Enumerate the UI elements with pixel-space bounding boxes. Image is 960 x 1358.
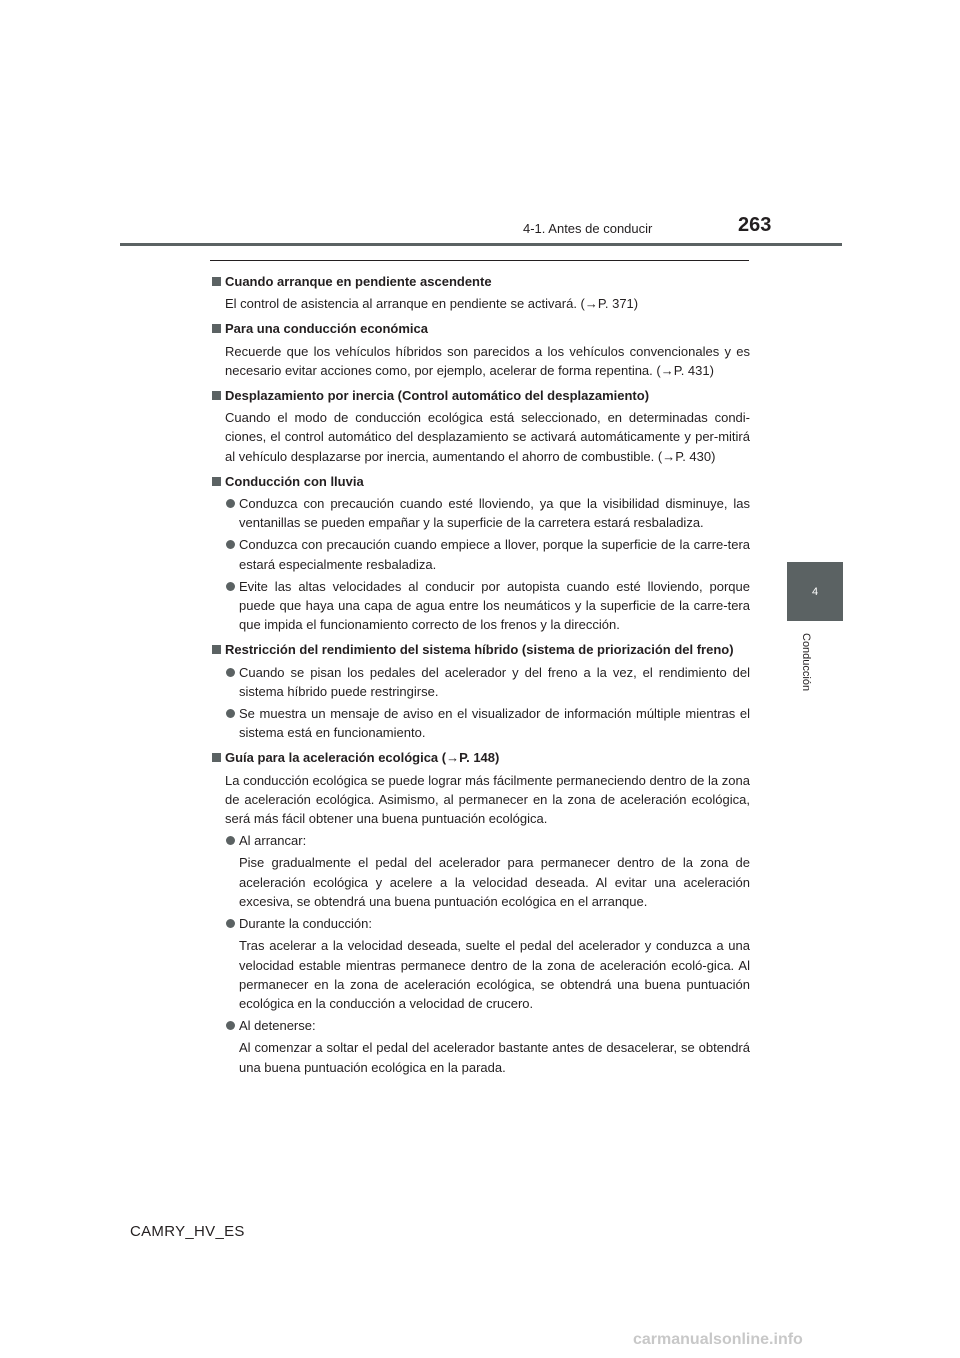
section-paragraph: Cuando el modo de conducción ecológica está seleccionado, en determinadas condi-ciones, el control automático del desplazamiento se activará automáticamente y per-mitirá al vehículo desplazarse por inercia, aumentando el ahorro de combustible. (→P. 430) — [225, 410, 750, 464]
section-rain-driving — [211, 472, 750, 635]
main-content — [211, 266, 750, 1077]
section-heading: Restricción del rendimiento del sistema híbrido (sistema de priorización del freno) — [211, 640, 750, 659]
section-heading: Guía para la aceleración ecológica (→P. 148) — [211, 748, 750, 767]
section-paragraph: Recuerde que los vehículos híbridos son parecidos a los vehículos convencionales y es necesario evitar acciones como, por ejemplo, acelerar de forma repentina. (→P. 431) — [225, 343, 750, 378]
header-rule — [120, 243, 842, 246]
bullet-item-label: Al arrancar: — [211, 831, 750, 850]
bullet-item-label: Al detenerse: — [211, 1016, 750, 1035]
bullet-item-text: Tras acelerar a la velocidad deseada, suelte el pedal del acelerador y conduzca a una velocidad estable mientras permanece dentro de la zona de aceleración ecoló-gica. Al permanecer en la zona de aceleración ecológica, se obtendrá una buena puntuación ecológica en la conducción a velocidad de crucero. — [239, 938, 750, 1011]
bullet-item-text: Pise gradualmente el pedal del acelerador para permanecer dentro de la zona de aceleración ecológica y acelere a la velocidad deseada. Al evitar una aceleración excesiva, se obtendrá una buena puntuación ecológica en el arranque. — [239, 855, 750, 909]
section-heading: Para una conducción económica — [211, 319, 750, 338]
section-hybrid-restriction — [211, 640, 750, 742]
page-number: 263 — [738, 214, 772, 236]
chapter-number: 4 — [811, 585, 819, 598]
section-eco-acceleration — [211, 748, 750, 1076]
bullet-item: Evite las altas velocidades al conducir por autopista cuando esté lloviendo, porque puede que haya una capa de agua entre los neumáticos y la superficie de la carre-tera que impida el funcionamiento correcto de los frenos y la dirección. — [211, 577, 750, 635]
section-coasting — [211, 386, 750, 466]
chapter-tab — [787, 562, 843, 621]
bullet-item-text: Al comenzar a soltar el pedal del acelerador bastante antes de desacelerar, se obtendrá una buena puntuación ecológica en la parada. — [239, 1040, 750, 1075]
bullet-item: Conduzca con precaución cuando empiece a llover, porque la superficie de la carre-tera estará especialmente resbaladiza. — [211, 535, 750, 573]
section-title: 4-1. Antes de conducir — [523, 221, 653, 236]
document-id: CAMRY_HV_ES — [130, 1223, 245, 1240]
watermark: carmanualsonline.info — [633, 1331, 803, 1348]
section-heading: Desplazamiento por inercia (Control automático del desplazamiento) — [211, 386, 750, 405]
bullet-item: Cuando se pisan los pedales del acelerador y del freno a la vez, el rendimiento del sistema híbrido puede restringirse. — [211, 663, 750, 701]
bullet-item-label: Durante la conducción: — [211, 914, 750, 933]
chapter-name: Conducción — [800, 633, 812, 692]
bullet-item: Se muestra un mensaje de aviso en el visualizador de información múltiple mientras el sistema está en funcionamiento. — [211, 704, 750, 742]
bullet-item: Conduzca con precaución cuando esté lloviendo, ya que la visibilidad disminuye, las ventanillas se pueden empañar y la superficie de la carretera estará resbaladiza. — [211, 494, 750, 532]
section-economic-driving — [211, 319, 750, 380]
section-paragraph: La conducción ecológica se puede lograr más fácilmente permaneciendo dentro de la zona de aceleración ecológica. Asimismo, al permanecer en la zona de aceleración ecológica, será más fácil obtener una buena puntuación ecológica. — [225, 772, 750, 827]
section-heading: Conducción con lluvia — [211, 472, 750, 491]
section-paragraph: El control de asistencia al arranque en pendiente se activará. (→P. 371) — [225, 296, 639, 312]
section-uphill-start — [211, 272, 750, 313]
section-heading: Cuando arranque en pendiente ascendente — [211, 272, 750, 291]
content-rule — [210, 260, 749, 261]
